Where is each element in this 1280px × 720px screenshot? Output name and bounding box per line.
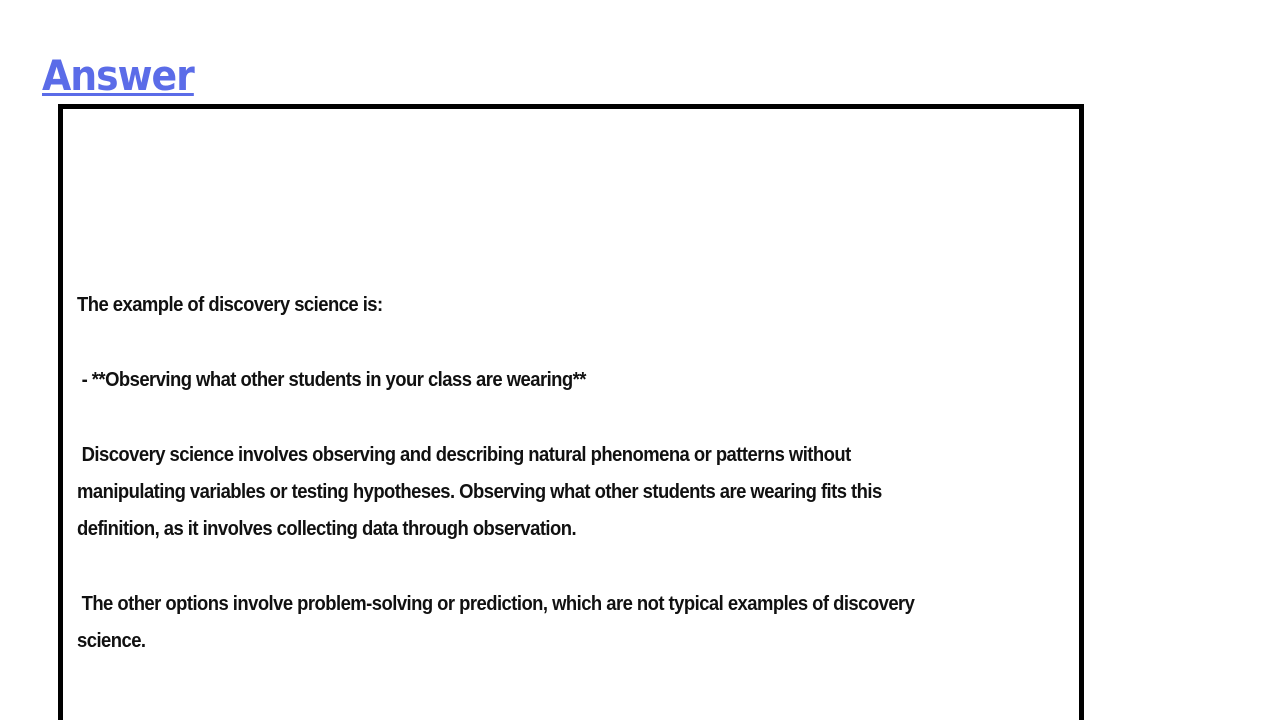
answer-intro: The example of discovery science is:: [77, 293, 383, 316]
answer-other-options: The other options involve problem-solving or prediction, which are not typical examples of discovery science.: [77, 592, 920, 652]
answer-option: - **Observing what other students in your class are wearing**: [77, 368, 586, 391]
answer-explanation: Discovery science involves observing and describing natural phenomena or patterns without manipulating variables or testing hypotheses. Observing what other students are wearing fits this definition, as it involves collecting data through observation.: [77, 443, 887, 540]
answer-heading: Answer: [42, 51, 194, 100]
